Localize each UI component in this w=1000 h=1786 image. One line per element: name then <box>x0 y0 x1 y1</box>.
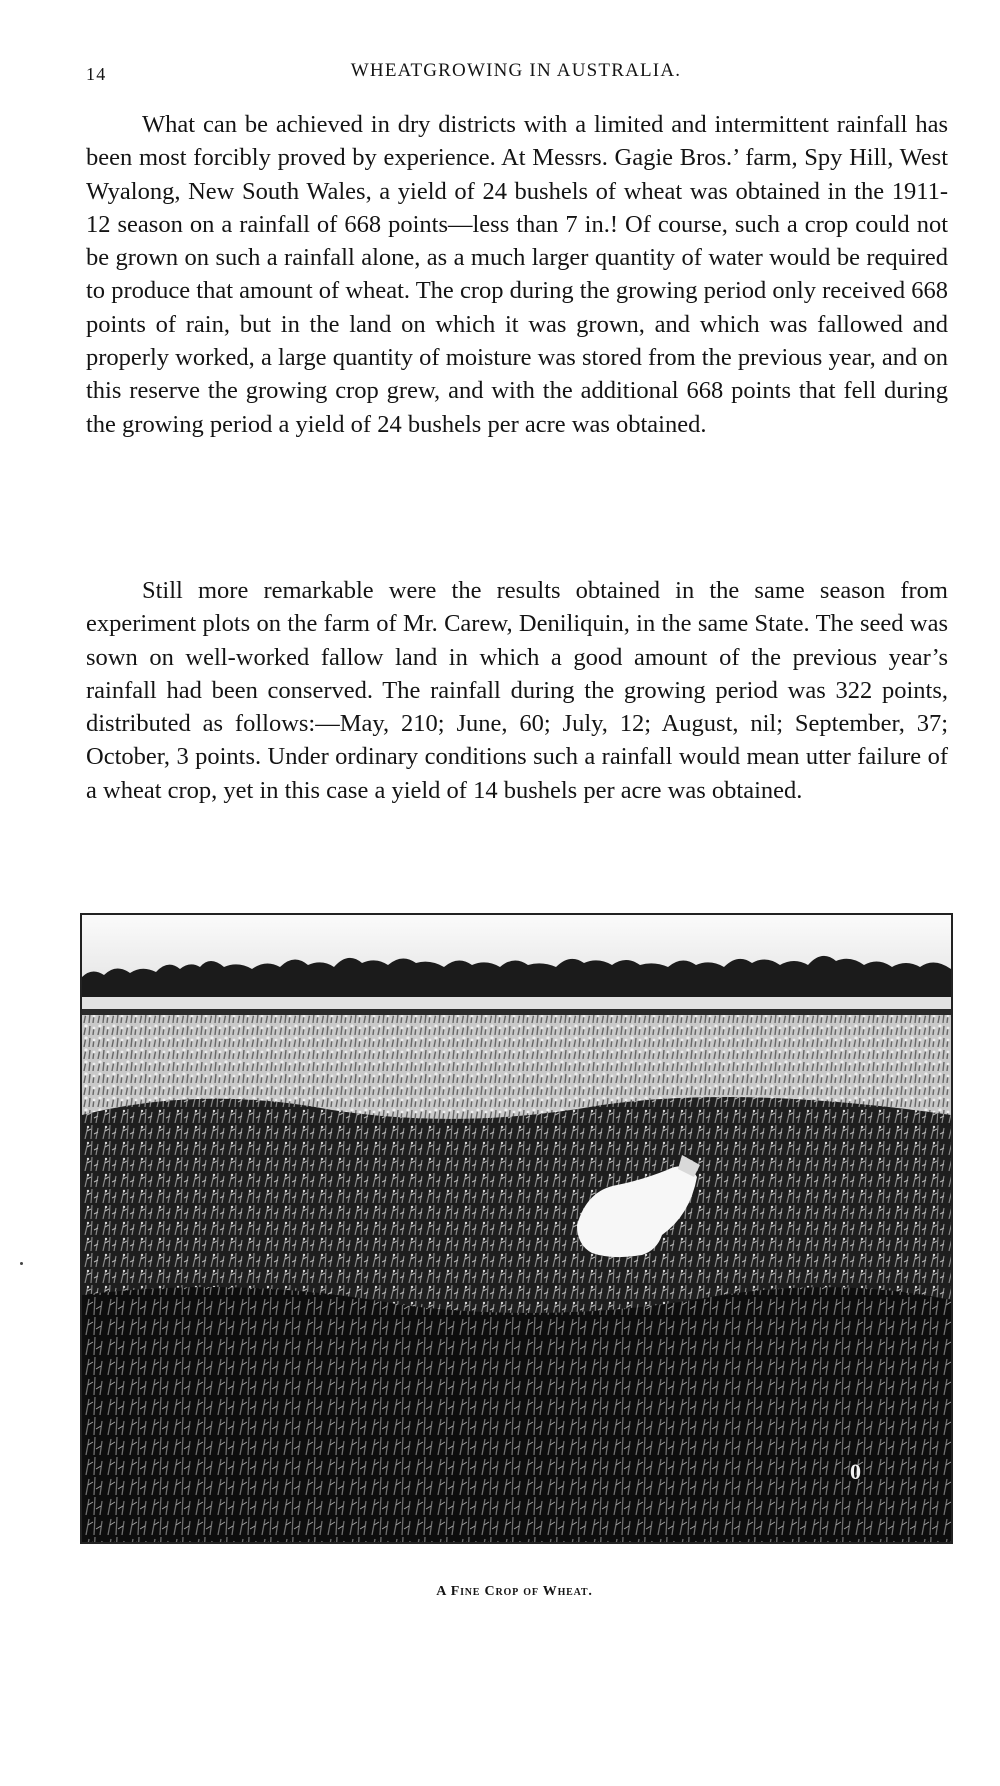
stray-margin-mark <box>20 1262 23 1265</box>
distant-fence-line <box>82 997 951 1011</box>
photo-mark: 0 <box>850 1459 861 1484</box>
paragraph-carew-deniliquin: Still more remarkable were the results obtained in the same season from experiment plots on the farm of Mr. Carew, Deniliquin, in the same State. The seed was sown on well-worked fallow land in which a good amount of the previous year’s rainfall had been conserved. The rainfall during the growing period was 322 points, distributed as follows:—May, 210; June, 60; July, 12; August, nil; September, 37; October, 3 points. Under ordinary conditions such a rainfall would mean utter failure of a wheat crop, yet in this case a yield of 14 bushels per acre was obtained. <box>86 577 948 804</box>
wheat-crop-photo <box>80 913 953 1544</box>
figure-caption: A Fine Crop of Wheat. <box>436 1584 593 1599</box>
running-head <box>86 60 946 90</box>
paragraph-gagie-bros: What can be achieved in dry districts with a limited and intermittent rainfall has been most forcibly proved by experience. At Messrs. Gagie Bros.’ farm, Spy Hill, West Wyalong, New South Wales, a yield of 24 bushels of wheat was obtained in the 1911-12 season on a rainfall of 668 points—less than 7 in.! Of course, such a crop could not be grown on such a rainfall alone, as a much larger quantity of water would be required to produce that amount of wheat. The crop during the growing period only received 668 points of rain, but in the land on which it was grown, and which was fallowed and properly worked, a large quantity of moisture was stored from the previous year, and on this reserve the growing crop grew, and with the additional 668 points that fell during the growing period a yield of 24 bushels per acre was obtained. <box>86 111 948 438</box>
wheat-field-foreground <box>82 1287 951 1542</box>
page-number: 14 <box>86 64 107 84</box>
wheat-field-image <box>82 915 951 1542</box>
running-title: WHEATGROWING IN AUSTRALIA. <box>350 60 682 81</box>
